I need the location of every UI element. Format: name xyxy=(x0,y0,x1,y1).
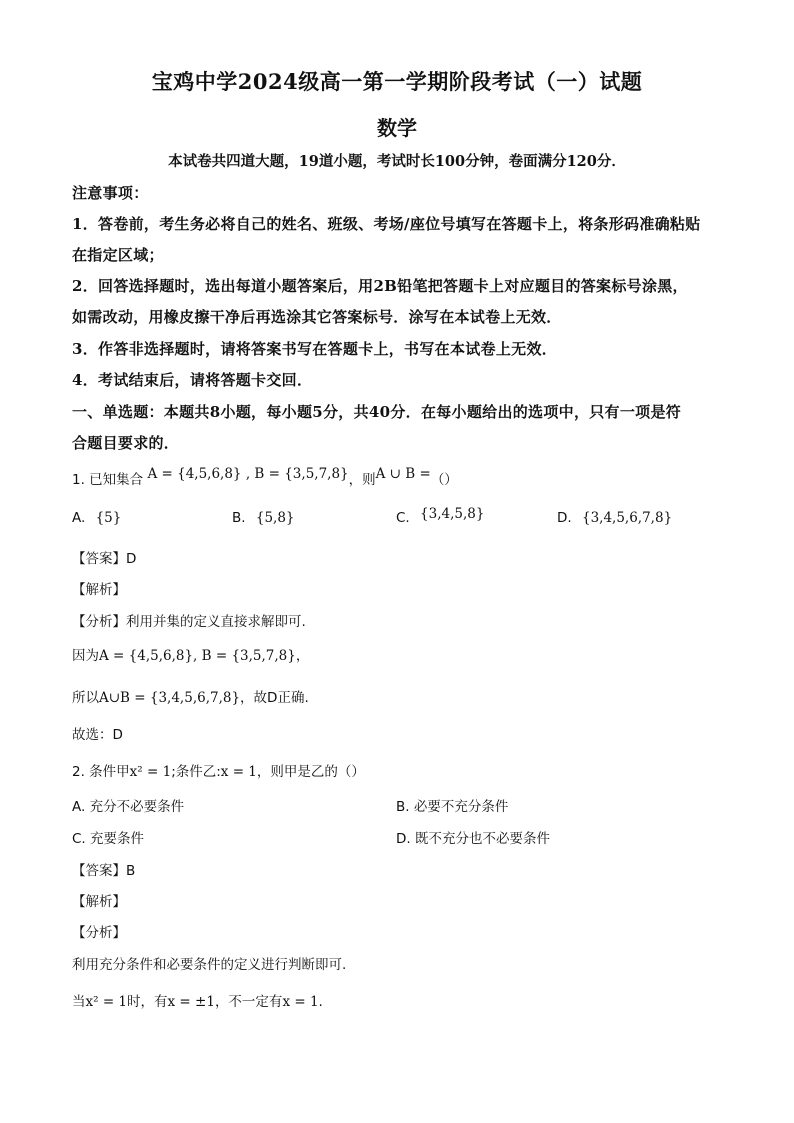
q1-option-a-value: {5} xyxy=(95,510,122,526)
q2-fenxi-body: 利用充分条件和必要条件的定义进行判断即可. xyxy=(72,957,347,973)
q1-prefix: 1. 已知集合 xyxy=(72,472,144,488)
q2-stem: 2. 条件甲x² = 1;条件乙:x = 1，则甲是乙的（） xyxy=(72,764,365,780)
q1-option-b-value: {5,8} xyxy=(255,510,295,526)
notice-item-3: 3．作答非选择题时，请将答案书写在答题卡上，书写在本试卷上无效． xyxy=(72,340,558,358)
q1-union: A ∪ B = xyxy=(375,466,431,482)
q2-condition-1: x² = 1 xyxy=(129,764,172,780)
q1-choose: 故选：D xyxy=(72,727,123,743)
q1-because-math: A = {4,5,6,8}, B = {3,5,7,8} xyxy=(99,648,296,664)
q2-reason-math-3: x = 1 xyxy=(282,994,319,1010)
notice-item-1-line-2: 在指定区域； xyxy=(72,246,164,264)
q1-because: 因为A = {4,5,6,8}, B = {3,5,7,8}， xyxy=(72,648,310,664)
section-1-heading-line-2: 合题目要求的． xyxy=(72,434,180,452)
notice-item-1-line-1: 1．答卷前，考生务必将自己的姓名、班级、考场/座位号填写在答题卡上，将条形码准确粘贴 xyxy=(72,215,701,233)
q2-reason-math-2: x = ±1 xyxy=(167,994,215,1010)
q1-analysis-tag: 【解析】 xyxy=(72,582,126,598)
q2-fenxi-tag: 【分析】 xyxy=(72,925,126,941)
q2-condition-2: x = 1 xyxy=(220,764,257,780)
q2-reasoning: 当x² = 1时，有x = ±1，不一定有x = 1. xyxy=(72,994,323,1010)
q1-conclusion: 所以A∪B = {3,4,5,6,7,8}，故D正确. xyxy=(72,690,309,706)
q1-option-d-value: {3,4,5,6,7,8} xyxy=(581,510,673,526)
notice-item-4: 4．考试结束后，请将答题卡交回． xyxy=(72,371,313,389)
q1-stem xyxy=(72,468,458,488)
q2-answer: 【答案】B xyxy=(72,863,136,879)
q1-option-c-value: {3,4,5,8} xyxy=(420,506,485,522)
notice-heading: 注意事项： xyxy=(72,184,149,202)
q1-answer: 【答案】D xyxy=(72,551,137,567)
q1-fenxi: 【分析】利用并集的定义直接求解即可. xyxy=(72,614,306,630)
q1-option-d: D. {3,4,5,6,7,8} xyxy=(557,510,673,526)
q2-option-d: D. 既不充分也不必要条件 xyxy=(396,831,550,847)
q2-option-a: A. 充分不必要条件 xyxy=(72,799,185,815)
notice-item-2-line-1: 2．回答选择题时，选出每道小题答案后，用2B铅笔把答题卡上对应题目的答案标号涂黑， xyxy=(72,277,688,295)
exam-intro: 本试卷共四道大题，19道小题，考试时长100分钟，卷面满分120分． xyxy=(168,153,626,170)
q1-comma: , xyxy=(241,466,255,482)
q2-option-c: C. 充要条件 xyxy=(72,831,145,847)
q1-set-b: B = {3,5,7,8} xyxy=(254,466,349,482)
q1-paren: （） xyxy=(430,472,458,488)
section-1-heading-line-1: 一、单选题：本题共8小题，每小题5分，共40分．在每小题给出的选项中，只有一项是符 xyxy=(72,403,682,421)
q1-option-b: B. {5,8} xyxy=(232,510,295,526)
q2-analysis-tag: 【解析】 xyxy=(72,894,126,910)
exam-title: 宝鸡中学2024级高一第一学期阶段考试（一）试题 xyxy=(151,69,643,94)
q1-suffix: ，则 xyxy=(348,472,376,488)
q1-union-result: A∪B = {3,4,5,6,7,8} xyxy=(99,690,241,706)
q1-option-a: A. {5} xyxy=(72,510,122,526)
q1-set-a: A = {4,5,6,8} xyxy=(147,466,242,482)
notice-item-2-line-2: 如需改动，用橡皮擦干净后再选涂其它答案标号．涂写在本试卷上无效． xyxy=(72,308,562,326)
subject-title: 数学 xyxy=(377,116,417,140)
q2-option-b: B. 必要不充分条件 xyxy=(396,799,509,815)
q1-option-c: C. {3,4,5,8} xyxy=(396,506,485,526)
q2-reason-math-1: x² = 1 xyxy=(85,994,128,1010)
